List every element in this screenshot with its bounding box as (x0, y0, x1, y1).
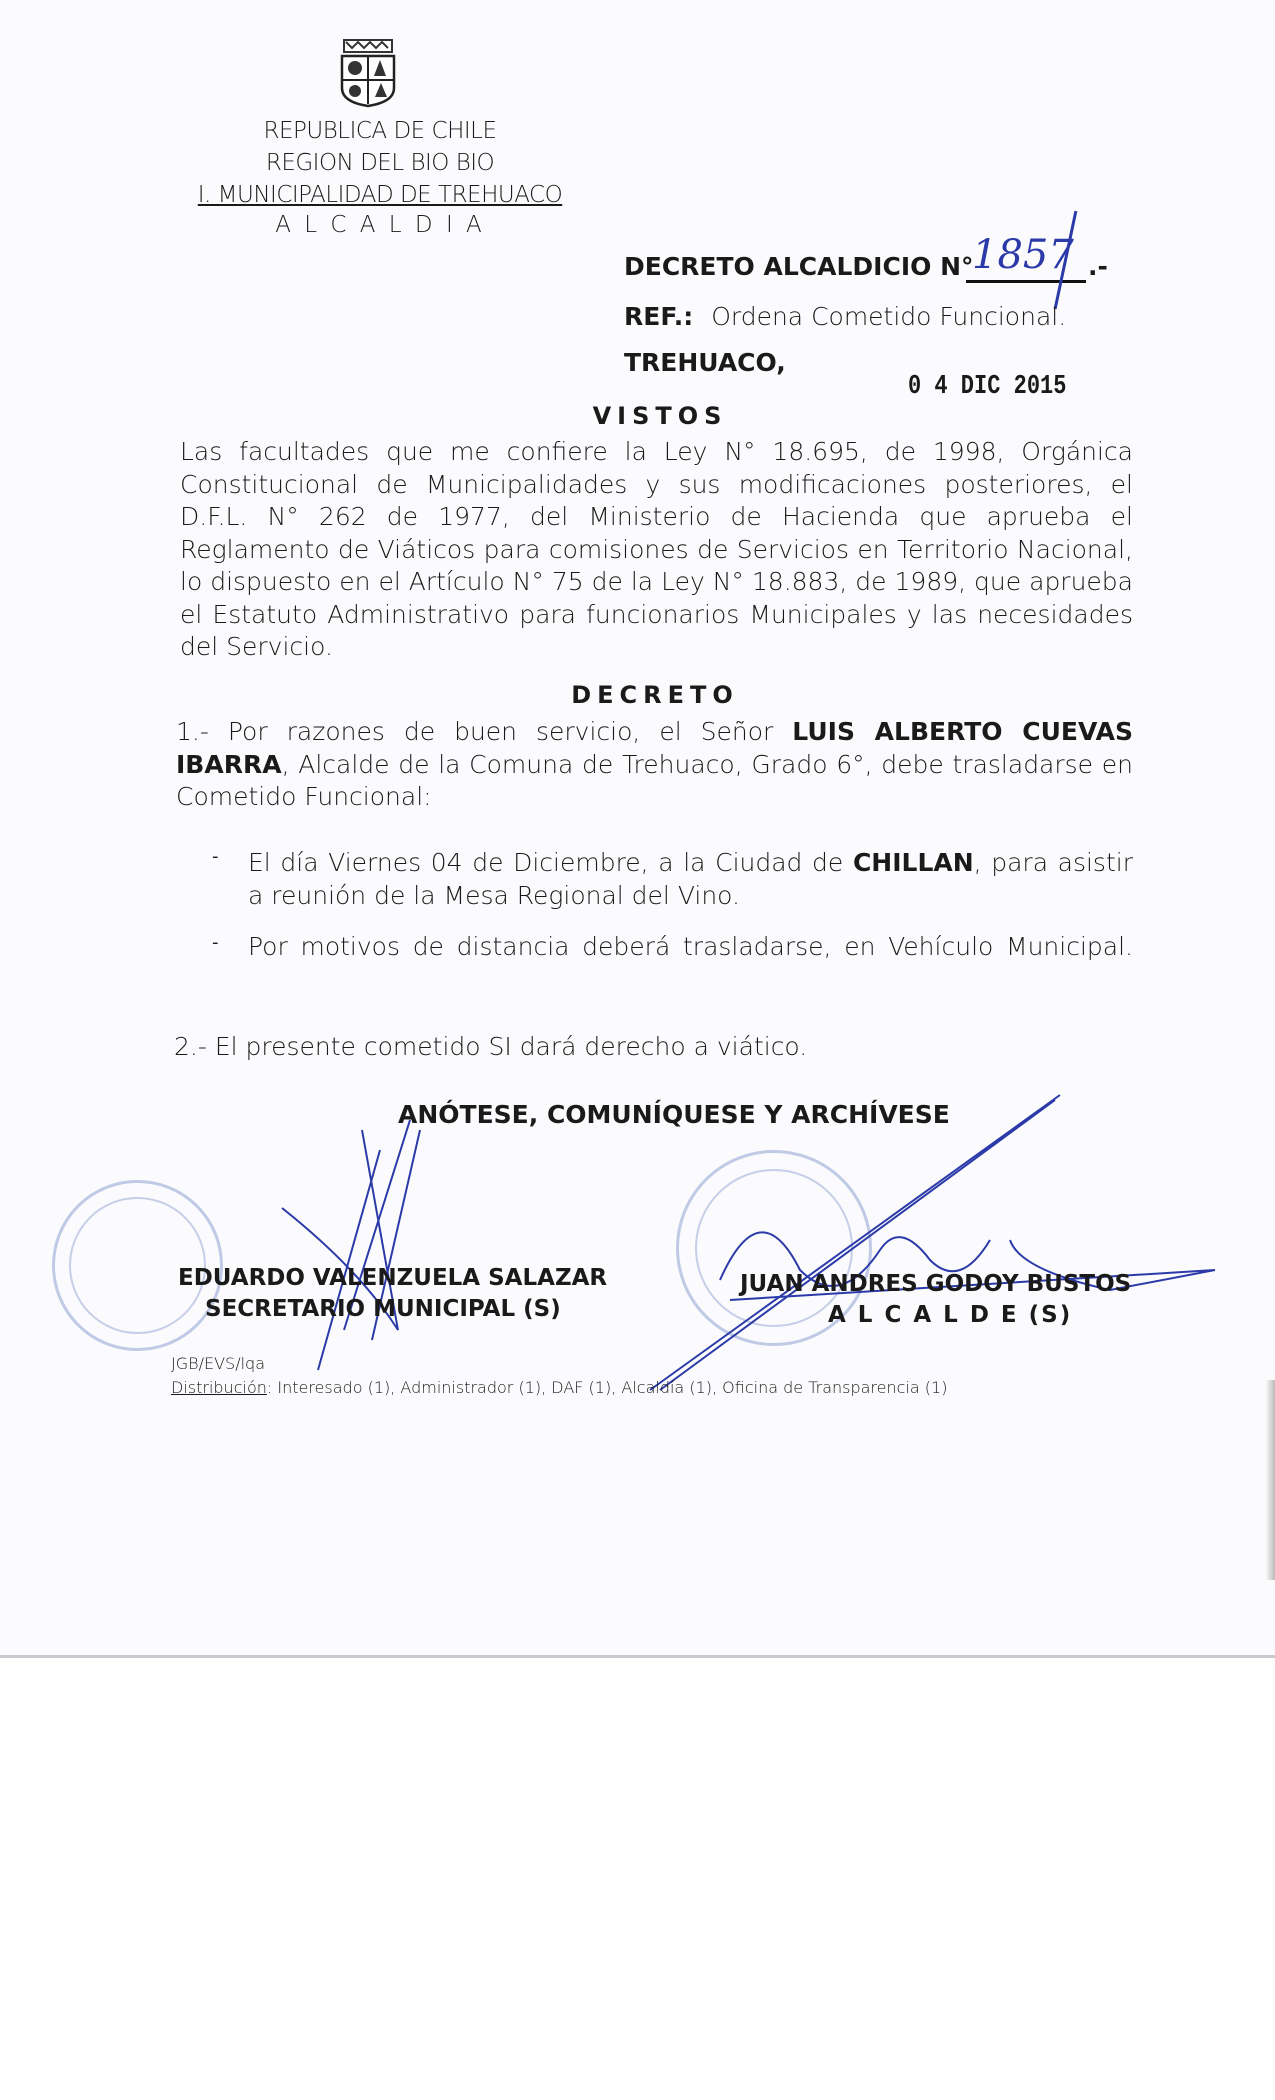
bullet-item-2: Por motivos de distancia deberá trasladarse, en Vehículo Municipal. (248, 932, 1133, 961)
mayor-name: JUAN ANDRES GODOY BUSTOS (740, 1271, 1132, 1297)
mayor-title: A L C A L D E (S) (828, 1302, 1073, 1328)
municipal-crest-logo (334, 38, 402, 108)
header-office: A L C A L D I A (275, 212, 485, 238)
closing-formula: ANÓTESE, COMUNÍQUESE Y ARCHÍVESE (398, 1100, 950, 1129)
decree-number-suffix: .- (1088, 252, 1108, 281)
secretary-name: EDUARDO VALENZUELA SALAZAR (178, 1265, 608, 1291)
bullet-item-1 (248, 846, 1133, 912)
reference-line (624, 302, 1066, 331)
bullet1-text: El día Viernes 04 de Diciembre, a la Ciudad de (248, 848, 853, 877)
bullet-marker: - (212, 932, 219, 953)
decree-number-field (966, 232, 1086, 283)
scan-edge-shadow (1265, 1380, 1275, 1580)
header-municipality: I. MUNICIPALIDAD DE TREHUACO (197, 182, 563, 208)
bullet1-text-end: , para asistir a reunión de la Mesa Regional del Vino. (248, 848, 1133, 910)
place: TREHUACO, (624, 348, 786, 377)
distribution-text: : Interesado (1), Administrador (1), DAF (1), Alcaldía (1), Oficina de Transparencia (1) (266, 1378, 948, 1397)
header-country: REPUBLICA DE CHILE (263, 118, 497, 144)
reference-value: Ordena Cometido Funcional. (711, 302, 1067, 331)
decreto-heading: DECRETO (571, 681, 739, 709)
vistos-heading: VISTOS (592, 402, 728, 430)
bullet-marker: - (212, 846, 219, 867)
vistos-text: Las facultades que me confiere la Ley N° 18.695, de 1998, Orgánica Constitucional de Municipalidades y sus modificaciones posteriores, el D.F.L. N° 262 de 1977, del Ministerio de Hacienda que aprueba el Reglamento de Viáticos para comisiones de Servicios en Territorio Nacional, lo dispuesto en el Artículo N° 75 de la Ley N° 18.883, de 1989, que aprueba el Estatuto Administrativo para funcionarios Municipales y las necesidades del Servicio. (180, 437, 1133, 661)
secretary-title: SECRETARIO MUNICIPAL (S) (205, 1296, 561, 1322)
header-region: REGION DEL BIO BIO (265, 150, 495, 176)
p1-text-end: , Alcalde de la Comuna de Trehuaco, Grado 6°, debe trasladarse en Cometido Funcional: (176, 749, 1133, 811)
date-stamp: 0 4 DIC 2015 (908, 371, 1067, 402)
destination-city: CHILLAN (852, 848, 974, 877)
distribution-list (171, 1378, 947, 1397)
decree-number-label: DECRETO ALCALDICIO N° (624, 252, 974, 281)
decreto-paragraph-1 (176, 716, 1133, 814)
reference-label: REF.: (624, 302, 694, 331)
official-name: LUIS ALBERTO CUEVAS IBARRA (176, 717, 1133, 779)
initials: JGB/EVS/lqa (171, 1354, 265, 1373)
decreto-paragraph-2: 2.- El presente cometido SI dará derecho a viático. (174, 1032, 808, 1061)
decree-number-handwritten: 1857 (972, 232, 1074, 278)
distribution-label: Distribución (171, 1378, 267, 1397)
p1-text: 1.- Por razones de buen servicio, el Señor (176, 717, 793, 746)
